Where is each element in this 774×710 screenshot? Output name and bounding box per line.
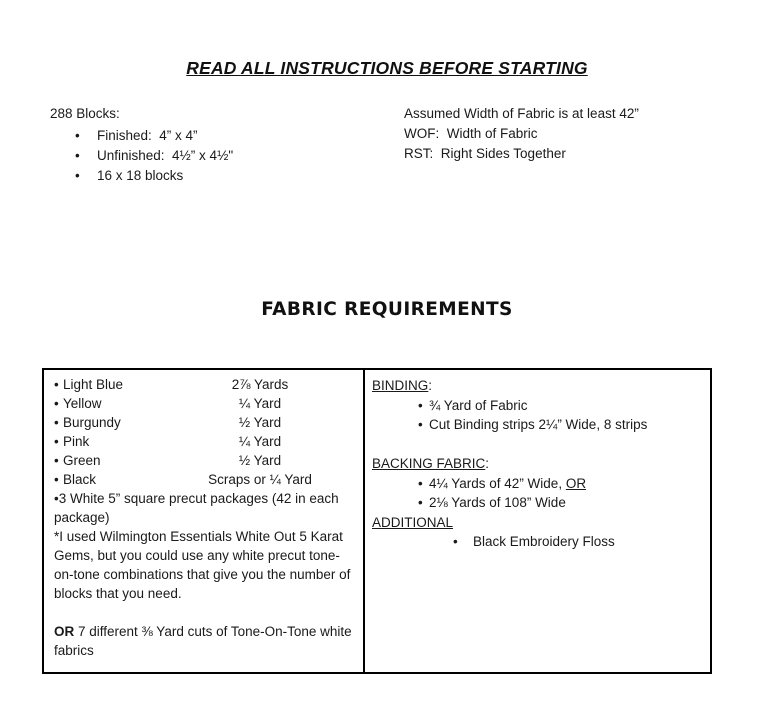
backing-item-text: 4¼ Yards of 42” Wide, bbox=[429, 475, 566, 491]
additional-item-text: Black Embroidery Floss bbox=[473, 534, 615, 549]
usage-note: *I used Wilmington Essentials White Out 5 Karat Gems, but you could use any white precut tone-on-tone combinations that give you the number of blocks that you need. bbox=[54, 529, 355, 601]
additional-heading bbox=[372, 513, 702, 533]
blocks-info-section bbox=[50, 104, 233, 186]
fabric-amount: ¼ Yard bbox=[238, 434, 282, 449]
fabric-row bbox=[54, 432, 355, 451]
or-alternative-note bbox=[54, 622, 355, 660]
fabric-name: • Light Blue bbox=[54, 375, 196, 394]
abbr-line-wof-width: Assumed Width of Fabric is at least 42” bbox=[404, 106, 639, 121]
fabric-requirements-heading: FABRIC REQUIREMENTS bbox=[261, 299, 513, 320]
fabric-amount: 2⅞ Yards bbox=[231, 377, 289, 392]
fabric-amount: Scraps or ¼ Yard bbox=[208, 472, 312, 487]
fabric-amount: ¼ Yard bbox=[238, 396, 282, 411]
fabric-row bbox=[54, 470, 355, 489]
fabric-requirements-table bbox=[42, 368, 712, 674]
abbreviations-section bbox=[404, 104, 639, 164]
blocks-bullet-list bbox=[50, 126, 233, 186]
or-label: OR bbox=[54, 624, 75, 639]
fabric-row bbox=[54, 413, 355, 432]
backing-item: • 2⅛ Yards of 108” Wide bbox=[418, 493, 702, 513]
fabric-amount: ½ Yard bbox=[238, 453, 282, 468]
list-item-unfinished: • Unfinished: 4½” x 4½" bbox=[50, 146, 233, 166]
binding-heading-colon: : bbox=[428, 378, 433, 393]
backing-heading-colon: : bbox=[485, 456, 490, 471]
list-item-finished: • Finished: 4” x 4” bbox=[50, 126, 233, 146]
list-item-block-count: • 16 x 18 blocks bbox=[50, 166, 233, 186]
abbr-line-wof: WOF: Width of Fabric bbox=[404, 126, 538, 141]
spacer bbox=[372, 435, 702, 455]
fabric-row bbox=[54, 375, 355, 394]
backing-heading bbox=[372, 454, 702, 474]
fabric-name: • Yellow bbox=[54, 394, 196, 413]
binding-backing-cell bbox=[365, 370, 710, 672]
fabric-name: • Green bbox=[54, 451, 196, 470]
fabric-amount: ½ Yard bbox=[238, 415, 282, 430]
fabric-name: • Black bbox=[54, 470, 196, 489]
blocks-heading: 288 Blocks: bbox=[50, 106, 120, 121]
fabric-list-cell bbox=[44, 370, 365, 672]
additional-heading-text: ADDITIONAL bbox=[372, 514, 454, 530]
precut-packages-note: •3 White 5” square precut packages (42 in each package) bbox=[54, 491, 343, 525]
fabric-name: • Burgundy bbox=[54, 413, 196, 432]
fabric-name: • Pink bbox=[54, 432, 196, 451]
additional-item bbox=[453, 532, 702, 552]
backing-item-or: OR bbox=[565, 475, 587, 491]
bullet-glyph: • bbox=[453, 534, 458, 549]
fabric-row bbox=[54, 394, 355, 413]
or-text: 7 different ⅜ Yard cuts of Tone-On-Tone white fabrics bbox=[54, 624, 356, 658]
backing-item bbox=[418, 474, 702, 494]
binding-item: • Cut Binding strips 2¼” Wide, 8 strips bbox=[418, 415, 702, 435]
fabric-row bbox=[54, 451, 355, 470]
binding-heading bbox=[372, 376, 702, 396]
binding-item: • ¾ Yard of Fabric bbox=[418, 396, 702, 416]
page-title: READ ALL INSTRUCTIONS BEFORE STARTING bbox=[186, 58, 588, 78]
abbr-line-rst: RST: Right Sides Together bbox=[404, 146, 566, 161]
backing-heading-text: BACKING FABRIC bbox=[372, 456, 486, 471]
binding-heading-text: BINDING bbox=[372, 378, 429, 393]
